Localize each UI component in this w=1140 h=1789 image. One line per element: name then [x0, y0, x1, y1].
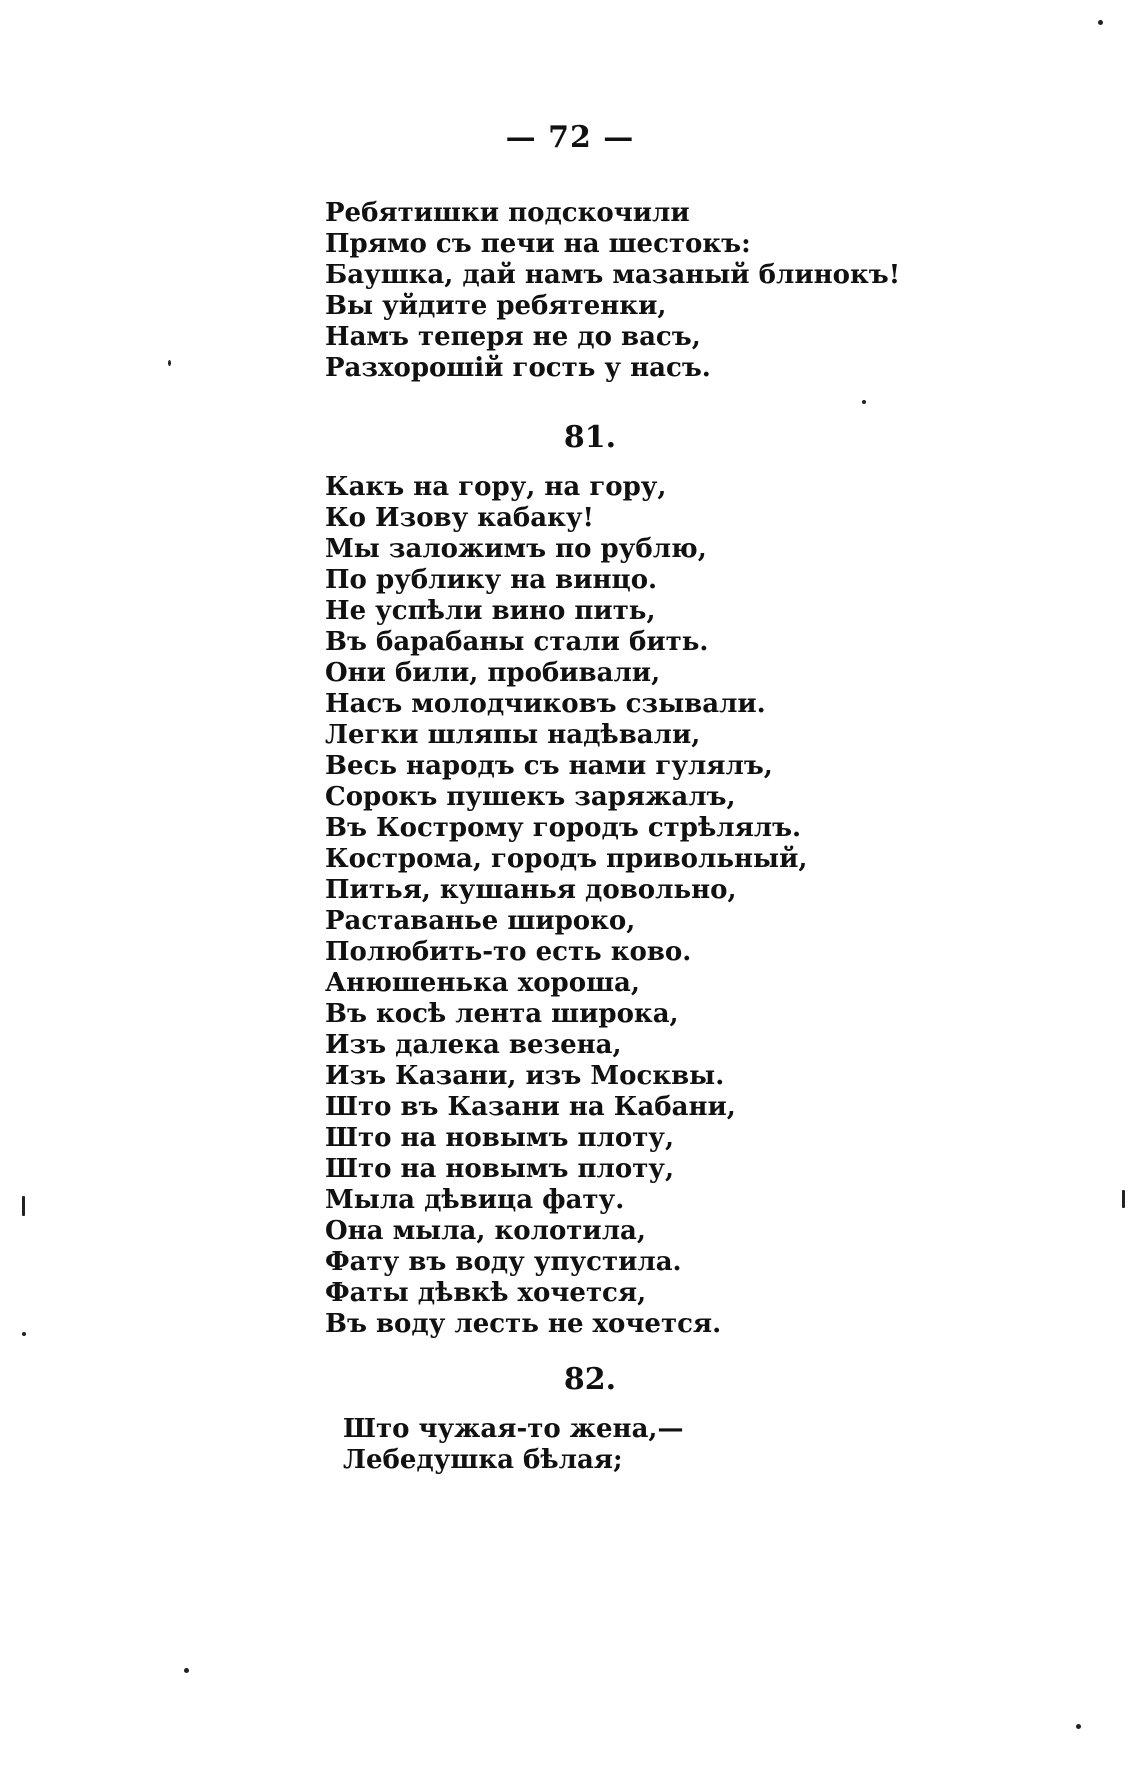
verse-line: Анюшенька хороша,: [325, 968, 640, 998]
verse-line: Легки шляпы надѣвали,: [325, 720, 701, 750]
section-number-82: 82.: [563, 1362, 617, 1397]
scan-speck: [168, 360, 171, 366]
verse-line: Они били, пробивали,: [325, 658, 661, 688]
verse-line: Въ Кострому городъ стрѣлялъ.: [325, 813, 802, 843]
verse-line: Мыла дѣвица фату.: [325, 1185, 625, 1215]
verse-line: Фаты дѣвкѣ хочется,: [325, 1278, 647, 1308]
scan-speck: [22, 1332, 26, 1336]
scan-speck: [1076, 1724, 1081, 1729]
verse-line: Прямо съ печи на шестокъ:: [325, 229, 751, 259]
verse-line: Она мыла, колотила,: [325, 1216, 646, 1246]
verse-line: Сорокъ пушекъ заряжалъ,: [325, 782, 736, 812]
verse-line: Фату въ воду упустила.: [325, 1247, 682, 1277]
scan-speck: [184, 1668, 189, 1673]
verse-line: Питья, кушанья довольно,: [325, 875, 737, 905]
scan-speck: [22, 1196, 25, 1216]
scan-speck: [1098, 20, 1103, 25]
verse-line: Не успѣли вино пить,: [325, 596, 656, 626]
page-number: — 72 —: [505, 120, 635, 155]
scan-speck: [862, 400, 866, 404]
verse-line: Весь народъ съ нами гулялъ,: [325, 751, 773, 781]
verse-line: Въ косѣ лента широка,: [325, 999, 679, 1029]
verse-line: Баушка, дай намъ мазаный блинокъ!: [325, 260, 901, 290]
verse-line: Изъ далека везена,: [325, 1030, 622, 1060]
stanza-82: [343, 1414, 683, 1476]
section-number-81: 81.: [563, 420, 617, 455]
verse-line: Што въ Казани на Кабани,: [325, 1092, 736, 1122]
verse-line: Насъ молодчиковъ сзывали.: [325, 689, 766, 719]
verse-line: По рублику на винцо.: [325, 565, 658, 595]
verse-line: Въ воду лесть не хочется.: [325, 1309, 722, 1339]
verse-line: Што на новымъ плоту,: [325, 1154, 674, 1184]
verse-line: Кострома, городъ привольный,: [325, 844, 808, 874]
verse-line: Што чужая-то жена,—: [343, 1414, 684, 1444]
verse-line: Полюбить-то есть ково.: [325, 937, 692, 967]
verse-line: Лебедушка бѣлая;: [343, 1445, 623, 1475]
verse-line: Ко Изову кабаку!: [325, 503, 594, 533]
verse-line: Изъ Казани, изъ Москвы.: [325, 1061, 725, 1091]
verse-line: Въ барабаны стали бить.: [325, 627, 709, 657]
verse-line: Разхорошій гость у насъ.: [325, 353, 711, 383]
verse-line: Што на новымъ плоту,: [325, 1123, 674, 1153]
stanza-81: [325, 472, 807, 1340]
scan-speck: [1122, 1190, 1125, 1208]
verse-line: Какъ на гору, на гору,: [325, 472, 667, 502]
verse-line: Мы заложимъ по рублю,: [325, 534, 707, 564]
verse-line: Раставанье широко,: [325, 906, 636, 936]
verse-line: Ребятишки подскочили: [325, 198, 690, 228]
stanza-top: [325, 198, 900, 384]
verse-line: Намъ теперя не до васъ,: [325, 322, 701, 352]
verse-line: Вы уйдите ребятенки,: [325, 291, 667, 321]
